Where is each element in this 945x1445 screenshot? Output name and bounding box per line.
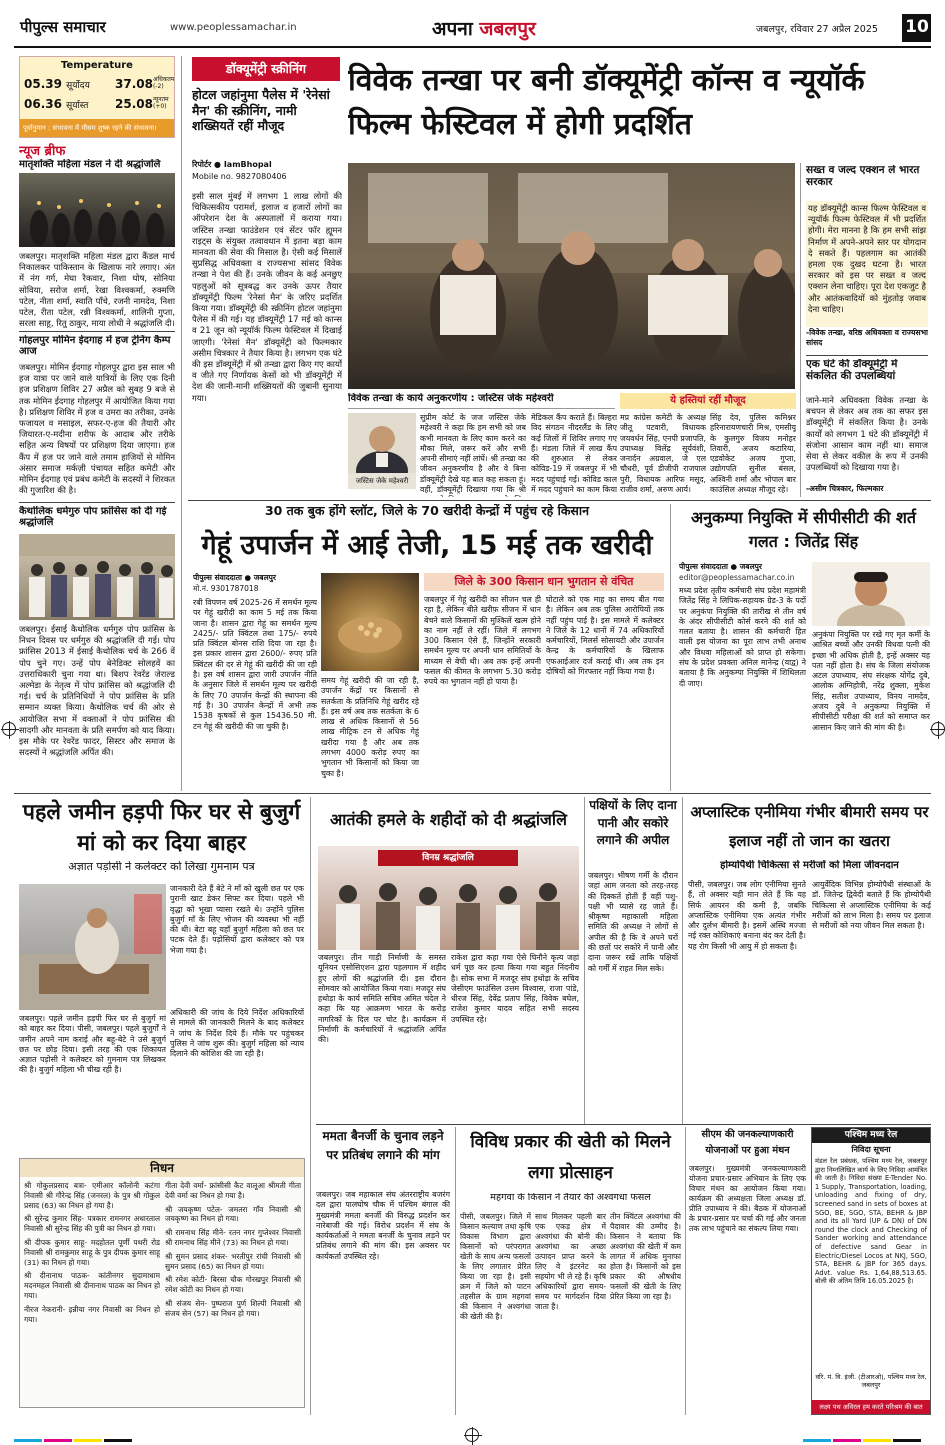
sunrise-label: सूर्योदय (66, 81, 90, 91)
kheti-text-3: तीन क्विंटल अश्वगंधा की पैदावार की उम्मीद है। किसान ने बताया कि अश्वगंधा की खेती में कम लागत में अधिक मुनाफा होता है। किसानों को इस प्रकार की औषधीय फसलों की खेती के लिए प्रेरित किया जा रहा है। (610, 1212, 681, 1301)
sunset-label: सूर्यास्त (66, 101, 89, 111)
col-rule-2 (670, 504, 671, 791)
brief1-text: जबलपुर। मातृशक्ति महिला मंडल द्वारा कैंडल मार्च निकालकर पाकिस्तान के खिलाफ नारे लगाए। अंत में नंग गर्ग, मेघा रैकवार, निशा घोष, सोनिया सोविया, सरोज शर्मा, रेखा विश्वकर्मा, रुक्मणि पटेल, नीता शर्मा, स्वाति पाँचे, रजनी नामदेव, निशा पटेल, रीता पटेल, रन्नी विश्वकर्मा, शालिनी गुप्ता, सरला साहू, रितु ठाकुर, माया लोधी ने श्रद्धांजलि दी। (19, 251, 175, 328)
site-url[interactable]: www.peoplessamachar.in (170, 22, 297, 33)
docu-right-text: यह डॉक्यूमेंट्री कान्स फिल्म फेस्टिवल व न्यूयॉर्क फिल्म फेस्टिवल में भी प्रदर्शित होगी। मेरा मानना है कि हम सभी सांझ निर्माण में अपने-अपने स्तर पर योगदान दे सकते हैं। पहलगाम का आतंकी हमला एक दुखद घटना है। भारत सरकार को इस पर सख्त व जल्द एक्शन लेना चाहिए। पूरा देश एकजुट है और आतंकवादियों को मुंहतोड़ जवाब देना चाहिए। (806, 201, 928, 327)
land-title: पहले जमीन हड़पी फिर घर से बुजुर्ग मां को कर दिया बाहर (22, 800, 301, 856)
land-text-2: जानकारी देते हैं बेटे ने माँ को खुली छत पर एक पुरानी खाट डेकर सिफ्ट कर दिया। पहले भी वृद्धा को भूखा प्यासा रखते थे। उन्होंने पुलिस बुजुर्ग माँ के लिए भोजन की व्यवस्था भी नहीं की थी। बेटा बहू यहाँ बुजुर्ग महिला को छत पर पटक देते हैं। पड़ोसियों द्वारा कलेक्टर को पत्र भेजा गया है। (170, 884, 304, 955)
nidhan-item: नीरज नेकरानी- इन्नीया नगर निवासी का निधन हो गया। (24, 1304, 160, 1324)
kheti-title: विविध प्रकार की खेती को मिलने लगा प्रोत्साहन (470, 1132, 671, 1183)
anukampa-text-2: अनुकंपा नियुक्ति पर रखे गए मृत कर्मी के आश्रित बच्चों और उनकी विधवा पत्नी की इच्छा भी अधिक होती है, इन्हें अक्सर यह पता नहीं होता है। संघ के जिला संयोजक अटल उपाध्याय, संघ संरक्षक योगेंद्र दुबे, आलोक अग्निहोत्री, नरेंद्र शुक्ला, मुकेश सिंह, सतीश उपाध्याय, विनय नामदेव, अजय दुबे ने अनुकम्पा नियुक्ति में सीपीसीटी परीक्षा की शर्त को समाप्त कर आसान किए जाने की मांग की है। (812, 630, 930, 732)
registration-mark (931, 722, 945, 736)
mamata-title: ममता बैनर्जी के चुनाव लड़ने पर प्रतिबंध लगाने की मांग (322, 1129, 444, 1162)
elderly-woman-graphic (19, 884, 166, 1010)
section-title (432, 15, 536, 41)
wheat-sub-title: जिले के 300 किसान धान भुगतान से वंचित (424, 573, 664, 591)
sunset-time: 06.36 (24, 97, 62, 111)
docu-right2-text: जाने-माने अधिवक्ता विवेक तन्खा के बचपन से लेकर अब तक का सफर इस डॉक्यूमेंट्री में संकलित किया है। उनके कार्यों को लगभग 1 घंटे की डॉक्यूमेंट्री में संजोना आसान काम नहीं था। समाज सेवा से लेकर वकील के रूप में उनकी उपलब्धियों को दिखाया गया है। (806, 395, 928, 473)
wheat-sub-col2: घोटाले को एक माह का समय बीत गया है। लेकिन अब तक पुलिस आरोपियों तक नहीं पहुंच पाई है। इस मामले में कलेक्टर ने जिले के 12 धानों में 74 अधिकारियों कर्मचारियों, मिलर्स सोसायटी और उपार्जन केन्द्र के कर्मचारियों के खिलाफ एफआईआर दर्ज कराई थी। अब तक इन दोषियों को गिरफ्तार नहीं किया गया है। (546, 595, 664, 677)
shrad-photo (318, 846, 579, 950)
anukampa-text: मध्य प्रदेश तृतीय कर्मचारी संघ प्रदेश महामंत्री जितेंद्र सिंह ने लिपिक-सहायक ग्रेड-3 के पदों पर अनुकंपा नियुक्ति की तारीख से तीन वर्ष के अंदर सीपीसीटी कोर्स करने की शर्त को गलत बताया है। शासन की कर्मचारी हित वाली इस योजना का पूरा लाभ तभी अनाथ और विधवा महिलाओं को प्राप्त हो सकेगा। संघ के प्रदेश प्रवक्ता अनिल मानेन्द्र (याद्व) ने बताया है कि अनुकम्पा नियुक्ति में शिथिलता दी जाए। (679, 586, 806, 688)
anemia-title: अप्लास्टिक एनीमिया गंभीर बीमारी समय पर इलाज नहीं तो जान का खतरा (690, 803, 929, 850)
brief3-text: जबलपुर। ईसाई कैथोलिक धर्मगुरु पोप फ्रांसिस के निधन दिवस पर धर्मगुरु की श्रद्धांजलि दी गई। पोप फ्रांसिस 2013 में ईसाई कैथोलिक चर्च के 266 वें पोप चुने गए। उन्हें पोप बेनेडिक्ट सोलहवें का उत्तराधिकारी चुना गया था। बिशप रेवरेंड जेराल्ड अल्मेडा के नेतृत्व में पोप फ्रांसिस को श्रद्धांजलि दी गई। चर्च के प्रतिनिधियों ने पोप फ्रांसिस के प्रति सम्मान व्यक्त किया। कैथोलिक चर्च की ओर से आयोजित सभा में वक्ताओं ने पोप फ्रांसिस की सादगी और मानवता के प्रति समर्पण को याद किया। इस मौके पर रेवरेंड फादर, सिस्टर और समाज के सदस्यों ने श्रद्धांजलि अर्पित की। (19, 624, 175, 758)
wheat-col1: रबी विपणन वर्ष 2025-26 में समर्थन मूल्य पर गेहूं खरीदी का काम 5 मई तक किया जाना है। शासन द्वारा गेहूं का समर्थन मूल्य 2425/- प्रति क्विंटल तथा 175/- रुपये प्रति क्विंटल बोनस राशि दिया जा रहा है। इस प्रकार शासन द्वारा 2600/- रुपए प्रति क्विंटल की दर से गेहूं की खरीदी की जा रही है। इस वर्ष शासन द्वारा जारी उपार्जन नीति के अनुसार जिले में समर्थन मूल्य पर खरीदी के लिए 70 उपार्जन केन्द्रों की स्थापना की गई है। 30 उपार्जन केन्द्रों में अभी तक 1538 कृषकों से कुल 15436.50 मी. टन गेहूं की खरीदी की जा चुकी है। (193, 598, 317, 731)
anemia-text-2: आयुर्वेदिक विभिन्न होम्योपैथी संस्थाओं के डॉ. जितेन्द्र द्विवेदी बताते हैं कि होम्योपैथी चिकित्सा से अप्लास्टिक एनीमिया के कई मरीजों को लाभ मिला है। समय पर इलाज से मरीजों को नया जीवन मिल सकता है। (812, 880, 931, 931)
weather-title: Temperature (61, 60, 133, 71)
col-rule-5 (682, 797, 683, 1125)
nidhan-item: श्री सुमन प्रसाद शंकर- भरतीपुर रांची निवासी श्री सुमन प्रसाद (65) का निधन हो गया। (165, 1251, 301, 1271)
docu-sub1-title: विवेक तन्खा के कार्य अनुकरणीय : जस्टिस जेके महेश्वरी (348, 393, 615, 409)
wheat-photo (321, 573, 419, 671)
cmyk-strip (14, 1437, 931, 1442)
nidhan-item: श्री रमेश कोटी- बिरसा चौक गोरखपुर निवासी श्री रमेश कोटी का निधन हो गया। (165, 1275, 301, 1295)
guests-label: ये हस्तियां रहीं मौजूद (620, 393, 796, 409)
news-brief-label: न्यूज ब्रीफ (19, 144, 66, 159)
land-text-3: अधिकारी की जांच के दिये निर्देश अधिकारियों से मामले की जानकारी मिलने के बाद कलेक्टर ने जांच के निर्देश दिये हैं। मौके पर पहुंचकर पुलिस ने जांच शुरू की। बुजुर्ग महिला को न्याय दिलाने की कोशिश की जा रही है। (170, 1008, 304, 1059)
nidhan-item: श्री गोकुलप्रसाद बत्रा- एमीआर कॉलोनी कटंगा निवासी श्री गौरेन्द्र सिंह (जनरल) के पुत्र श्री गोकुल प्रसाद (63) का निधन हो गया है। (24, 1181, 160, 1210)
rail-tender (811, 1127, 931, 1415)
stage-photo-graphic (348, 163, 795, 389)
masthead (14, 14, 931, 46)
kheti-text-1: पीसी, जबलपुर। जिले में किसान कल्याण तथा कृषि विकास विभाग द्वारा किसानों को परंपरागत खेती के साथ अन्य फसलों के लिए लगातार प्रेरित किया जा रहा है। इसी क्रम में जिले को पाटन तहसील के ग्राम महगवां की किसान ने अश्वगंधा की खेती की है। (460, 1212, 531, 1321)
min-label: न्यूनतम (+0) (153, 96, 169, 110)
shrad-text-2: राकेश द्वारा कहा गया ऐसे घिनौने कृत्य जहां धर्म पूछ कर हत्या किया गया बहुत निंदनीय है। सोक सभा में मजदूर संघ हथोड़ा के सचिव जेसीएम फाउंसिल उत्तम विश्वास, राजा पांडे, धीरज सिंह, देवेंद्र प्रताप सिंह, विवेक बघेल, राजेश कुमार यादव सहित सभी सदस्य उपस्थित रहे। (451, 953, 579, 1024)
nidhan-label: निधन (20, 1159, 304, 1177)
h-rule-1 (188, 500, 931, 501)
docu-right-divider (806, 355, 928, 356)
docu-label: डॉक्यूमेंट्री स्क्रीनिंग (192, 57, 340, 81)
candle-march-graphic (19, 173, 175, 247)
brief1-title: मातृशक्ति महिला मंडल ने दी श्रद्धांजलि (19, 159, 161, 170)
docu-subhead: होटल जहांनुमा पैलेस में 'रेनेसां मैन' की स्क्रीनिंग, नामी शख्सियतें रहीं मौजूद (192, 87, 330, 133)
wheat-byline-name: पीपुल्स संवाददाता (193, 573, 242, 582)
anukampa-portrait (812, 562, 930, 626)
docu-right2-sign: -असीम चित्रकार, फिल्मकार (806, 484, 884, 493)
anemia-text: पीसी, जबलपुर। जब लोग एनीमिया सुनते हैं, तो अक्सर यही मान लेते हैं कि यह सिर्फ आयरन की कमी है, जबकि अप्लास्टिक एनीमिया एक अत्यंत गंभीर और दुर्लभ बीमारी है। इसमें अस्थि मज्जा नई रक्त कोशिकाएं बनाना बंद कर देती है। यह रोग किसी भी आयु में हो सकता है। (688, 880, 806, 951)
max-temp: 37.08 (115, 77, 153, 91)
anukampa-email[interactable]: editor@peoplessamachar.co.in (679, 573, 795, 582)
justice-caption: जस्टिस जेके महेश्वरी (355, 477, 409, 485)
brief3-title: कैथोलिक धर्मगुरु पोप फ्रांसिस को दी गई श्रद्धांजलि (19, 506, 167, 529)
registration-mark (2, 722, 16, 736)
docu-byline: रिपोर्टर ● IamBhopal (192, 160, 272, 169)
wheat-byline: पीपुल्स संवाददाता ● जबलपुर (193, 573, 276, 582)
issue-date: जबलपुर, रविवार 27 अप्रैल 2025 (756, 24, 878, 35)
docu-right2-title: एक घंटे की डॉक्यूमेंट्री में संकलित की उपलब्धियां (806, 359, 898, 382)
portrait-graphic (348, 413, 416, 473)
section-title-a: अपना (432, 18, 473, 40)
anemia-sub: होम्योपैथी चिकित्सा से मरीजों को मिला जीवनदान (720, 860, 899, 871)
page-number: 10 (902, 14, 931, 42)
nidhan-item: गीता देवी वर्मा- फ्रांसीसी कैट वालूआ श्रीमती गीता देवी वर्मा का निधन हो गया है। (165, 1181, 301, 1200)
docu-right-sign: -विवेक तन्खा, वरिष्ठ अधिवक्ता व राज्यसभा सांसद (806, 328, 928, 347)
min-temp: 25.08 (115, 97, 153, 111)
wheat-byline-city: जबलपुर (253, 573, 276, 582)
docu-mobile: Mobile no. 9827080406 (192, 172, 287, 181)
docu-right-title: सख्त व जल्द एक्शन ले भारत सरकार (806, 165, 920, 188)
sunrise-time: 05.39 (24, 77, 62, 91)
seem-title: सीएम की जनकल्याणकारी योजनाओं पर हुआ मंथन (701, 1129, 794, 1156)
shrad-title: आतंकी हमले के शहीदों को दी श्रद्धांजलि (330, 810, 567, 829)
rail-title: पश्चिम मध्य रेल (812, 1128, 930, 1143)
anukampa-title: अनुकम्पा नियुक्ति में सीपीसीटी की शर्त गलत : जितेंद्र सिंह (690, 508, 917, 551)
justice-portrait (348, 413, 416, 489)
guests-text-2: सिंह देव, पुलिस कमिश्नर हरिनारायणचारी मिश्र, एमसीयू के कुलगुरु विजय मनोहर तिवारी, अजय कटारिया, एडवोकेट अजय गुप्ता, उद्योगपति सुनील बंसल, अश्विनी शर्मा और भोपाल बार काउंसिल अध्यक्ष मौजूद रहे। (710, 413, 796, 495)
brief-divider-2 (19, 502, 175, 503)
docu-reporter-name: IamBhopal (223, 160, 272, 169)
guests-text: मप्र कांग्रेस कमेटी के अध्यक्ष जीतू पटवारी, विधायक जयवर्धन सिंह, एनपी प्रजापति, उपाध्यक्ष विलेंद्र सूर्यवंशी, जनार्दन अग्रवाल, जे एल चौधरी, पूर्व डीजीपी राजपाल पुरी, विधायक आरिफ मसूद, राजीव शर्मा, अरुण आर्य। (620, 413, 706, 495)
col-rule-4 (584, 797, 585, 1125)
brand-logo: पीपुल्स समाचार (20, 18, 106, 36)
rail-text: मंडल रेल प्रबंधक, पश्चिम मध्य रेल, जबलपुर द्वारा निम्नलिखित कार्य के लिए निविदा आमंत्रित की जाती है। निविदा संख्या E-Tender No. 1 Supply, Transportation, loading, unloading and fixing of dry, screened sand in sets of boxes at SGO, BE, SGO, STA, BEHR & JBP and its all Yard (UP & DN) of DN round the clock and Checking of Sander working and attendance of defective sand Gear in Electric/Diesel Locos at NKJ, SGO, STA, BEHR & JBP for 365 days. Advt. value Rs. 1,64,88,513.65. बोली की अंतिम तिथि 16.05.2025 है। (815, 1157, 927, 1286)
kheti-sub: महगवां के किसान ने तैयार की अश्वगंधा फसल (490, 1193, 651, 1203)
col-rule-7 (685, 1127, 686, 1415)
wheat-col2: समय गेहूं खरीदी की जा रही है, उपार्जन केंद्रों पर किसानों से सतर्कता के प्रतिनिधि गेहूं खरीद रहे हैं। इस वर्ष अब तक सतर्कता के 6 लाख से अधिक किसानों से 56 लाख मीट्रिक टन से अधिक गेहूं खरीदा गया है और अब तक लगभग 4000 करोड़ रुपए का भुगतान भी किसानों को किया जा चुका है। (321, 676, 419, 778)
docu-col1: इसी साल मुंबई में लगभग 1 लाख लोगों की चिकित्सकीय परामर्श, इलाज व हजारों लोगों का ऑपरेशन देश के अस्पतालों में कराया गया। जस्टिस तन्खा फाउंडेशन एवं सेंटर फॉर ह्यूमन राइट्स के संयुक्त तत्वावधान में इतना बड़ा काम मानवता की सेवा की मिसाल है। ऐसी कई मिसालें सुप्रसिद्ध अधिवक्ता व राज्यसभा सांसद विवेक तन्खा ने पेश की हैं। उनके जीवन के कई अनछुए पहलुओं को सूत्रबद्ध कर उनके ऊपर तैयार डॉक्यूमेंट्री फिल्म 'रेनेसां मैन' के जरिए प्रदर्शित किया गया। डॉक्यूमेंट्री की स्क्रीनिंग होटल जहांनुमा पैलेस में की गई। यह डॉक्यूमेंट्री 17 मई को कान्स व 21 जून को न्यूयॉर्क फिल्म फेस्टिवल में दिखाई जाएगी। 'रेनेसां मैन' डॉक्यूमेंट्री को फिल्मकार असीम चित्रकार ने तैयार किया है। लगभग एक घंटे की इस डॉक्यूमेंट्री में श्री तन्खा द्वारा किए गए कार्यों व जीते गए निर्णायक केसों को भी डॉक्यूमेंट्री में देश की जानी-मानी शख्सियतों की जुबानी सुनाया गया। (192, 191, 342, 403)
land-sub: अज्ञात पड़ोसी ने कलेक्टर को लिखा गुमनाम पत्र (68, 861, 255, 873)
h-rule-2 (14, 793, 931, 794)
brief3-photo (19, 534, 175, 620)
anukampa-byline: पीपुल्स संवाददाता ● जबलपुर (679, 562, 762, 571)
anukampa-portrait-graphic (812, 562, 930, 626)
docu-main-title: विवेक तन्खा पर बनी डॉक्यूमेंट्री कॉन्स व न्यूयॉर्क फिल्म फेस्टिवल में होगी प्रदर्शित (348, 63, 865, 142)
nidhan-item: श्री सुरेन्द्र कुमार सिंह- पत्रकार रामनगर अधारताल निवासी श्री सुरेन्द्र सिंह की पुत्री का निधन हो गया। (24, 1214, 160, 1234)
land-photo (19, 884, 166, 1010)
kheti-text-2: साथ मिलकर पहली बार एक एकड़ क्षेत्र में अश्वगंधा की बोनी की। अश्वगंधा का अच्छा उत्पादन प्राप्त करने के लिए वे इंटरनेट का सहयोग भी ले रहे हैं। कृषि अधिकारियों द्वारा समय-समय पर मार्गदर्शन दिया जाता है। (535, 1212, 606, 1311)
brief2-title: गोहलपुर मोमिन ईदगाह में हज ट्रेनिंग कैम्प आज (19, 335, 171, 358)
col-rule-6 (455, 1127, 456, 1415)
max-label: अधिकतम (-2) (153, 76, 175, 90)
docu-photo (348, 163, 795, 389)
rail-contact: वरि. मं. वि. इंजी. (टीआरओ), पश्चिम मध्य रेल, जबलपुर (815, 1373, 927, 1389)
seem-text: जबलपुर। मुख्यमंत्री जनकल्याणकारी योजना प्रचार-प्रसार अभियान के लिए एक विचार मंथन का आयोजन किया गया। कार्यक्रम की अध्यक्षता जिला अध्यक्ष डॉ. प्रीति उपाध्याय ने की। बैठक में योजनाओं के प्रचार-प्रसार पर चर्चा की गई और जनता तक लाभ पहुंचाने का संकल्प लिया गया। (689, 1164, 806, 1233)
anukampa-city: जबलपुर (739, 562, 762, 571)
section-title-b: जबलपुर (479, 18, 536, 40)
birds-text: जबलपुर। भीषण गर्मी के दौरान जहां आम जनता को तरह-तरह की दिक्कतें होती हैं वहीं पशु-पक्षी भी प्यासे रह जाते हैं। श्रीकृष्ण महाकाली महिला समिति की अध्यक्ष ने लोगों से अपील की है कि वे अपने घरों की छतों पर सकोरे में पानी और दाना जरूर रखें ताकि पक्षियों को गर्मी में राहत मिल सके। (588, 871, 678, 973)
nidhan-item: श्री दीपक कुमार साहू- मदहोतल पूर्णी पथरी रोड निवासी श्री रामकुमार साहू के पुत्र दीपक कुमार साहू (31) का निधन हो गया। (24, 1237, 160, 1267)
nidhan-item: श्री दीनानाथ पाठक- कांतीनगर सुदामाधाम मदनमहल निवासी श्री दीनानाथ पाठक का निधन हो गया। (24, 1271, 160, 1300)
wheat-title: गेहूं उपार्जन में आई तेजी, 15 मई तक खरीदी (201, 530, 653, 561)
nidhan-item: श्री रामनाथ सिंह मीने- रतन नगर गुप्तेश्वर निवासी श्री रामनाथ सिंह मीने (73) का निधन हो गया। (165, 1228, 301, 1247)
shrad-banner: विनम्र श्रद्धांजलि (378, 850, 518, 866)
weather-box (19, 56, 175, 138)
header-rule (14, 46, 931, 48)
wheat-mobile: मो.नं. 9301787018 (193, 584, 259, 593)
wheat-sub-col1: जबलपुर में गेहूं खरीदी का सीजन चल ही रहा है, लेकिन बीते खरीफ़ सीजन में धान बेचने वाले किसानों की मुश्किलें खत्म होने का नाम नहीं ले रहीं। जिले में लगभग 300 किसान ऐसे हैं, जिन्होंने सरकारी समर्थन मूल्य पर अपनी धान समितियों के माध्यम से बेची थी। अब तक इन्हें अपनी फसल की कीमत के लगभग 5.30 करोड़ रुपये का भुगतान नहीं हो पाया है। (424, 595, 541, 687)
brief1-photo (19, 173, 175, 247)
docu-sub2-text: मेडिकल कैंप कराते हैं। बिल्हरा विद संगठन नीदरलैंड के लिए कई जिलों में शिविर लगाए गए हैं। मंडला जिले में लाख कैंप की शुरुआत से लेकर कोविड-19 में जबलपुर में भी मदद पहुंचाई गई। कोविड काल में मदद पहुंचाने का काम किया (531, 413, 617, 495)
nidhan-item: श्री जयकृष्ण पटेल- जमतरा गाँव निवासी श्री जयकृष्ण का निधन हो गया। (165, 1204, 301, 1224)
nidhan-box (19, 1158, 305, 1408)
group-photo-graphic (19, 534, 175, 620)
tribute-photo-graphic (318, 846, 579, 950)
col-rule-1 (181, 56, 182, 791)
anukampa-byline-name: पीपुल्स संवाददाता (679, 562, 728, 571)
forecast: पूर्वानुमान : संभावना में मौसम शुष्क रहने की संभावना। (20, 119, 174, 137)
brief-divider-1 (19, 331, 175, 332)
birds-title: पक्षियों के लिए दाना पानी और सकोरे लगाने की अपील (589, 798, 677, 847)
docu-sub1-text: सुप्रीम कोर्ट के जज जस्टिस जेके महेश्वरी ने कहा कि हम सभी को जब कभी मानवता के लिए काम करने का मौका मिले, जरूर करें और सभी अपनी सीमाएं नहीं लांघें। श्री तन्खा का जीवन अनुकरणीय है और वे बिना डॉक्यूमेंट्री देखे यह बात कह सकता हूं। वहीं, डॉक्यूमेंट्री दिखाया गया कि श्री (420, 413, 526, 495)
col-rule-3 (310, 797, 311, 1415)
rail-footer: लक्ष्य पथ अविरल हम करते परिश्रम की बात (812, 1400, 930, 1414)
docu-reporter: रिपोर्टर (192, 160, 212, 169)
color-bar (14, 1432, 931, 1442)
grain-hands-graphic (321, 573, 419, 671)
brief2-text: जबलपुर। मोमिन ईदगाह गोहलपुर द्वारा इस साल भी हज यात्रा पर जाने वाले यात्रियों के लिए एक दिनी हज प्रशिक्षण शिविर 27 अप्रैल को सुबह 9 बजे से तक मोमिन ईदगाह गोहलपुर में आयोजित किया गया है। प्रशिक्षण शिविर में हज व उमरा का तरीका, उनके फजायल व मसाइल, सफर-ए-हज की तैयारी और जियारत-ए-मदीना शरीफ के आदाब और तरीके सहित अन्य विषयों पर प्रशिक्षण दिया जाएगा। हज कैंप में हज पर जाने वाले तमाम हाजियों से मोमिन अंसार समाज मर्कज़ी पंचायत सहित कमेटी और मोमिन ईदगाह एवं प्रबंध कमेटी के सदस्यों ने शिरकत की गुजारिश की है। (19, 362, 175, 496)
shrad-text-1: जबलपुर। तीन गाड़ी निर्माणी के समस्त यूनियन एसोसिएशन द्वारा पहलगाम में शहीद हुए लोगों की श्रद्धांजलि दी। इस दौरान सोमवार को आयोजित किया गया। मजदूर संघ हथोड़ा के कार्य समिति सचिव अमित चंदेल ने कहा कि यह आक्रमण भारत के करोड़ नागरिकों के दिल पर चोट है। कार्यक्रम में निर्माणी के कर्मचारियों ने श्रद्धांजलि अर्पित की। (318, 953, 446, 1045)
land-text-1: जबलपुर। पहले जमीन हड़पी फिर घर से बुजुर्ग मां को बाहर कर दिया। पीसी, जबलपुर। पहले बुजुर्गों ने जमीन अपने नाम कराई और बहू-बेटे ने उसे बुजुर्ग छत पर छोड़ दिया। इसी तरह की एक शिकायत अज्ञात पड़ोसी ने कलेक्टर को गुमनाम पत्र लिखकर की है। बुजुर्ग महिला भी चीख रही है। (19, 1014, 166, 1075)
rail-sub: निविदा सूचना (851, 1145, 891, 1154)
mamata-text: जबलपुर। जब महाकाल संघ अंतरराष्ट्रीय बजरंग दल द्वारा पालघोष चौक में पश्चिम बंगाल की मुख्यमंत्री ममता बनर्जी की विरुद्ध प्रदर्शन कर नारेबाजी की गई। विरोध प्रदर्शन में संघ के कार्यकर्ताओं ने ममता बनर्जी के चुनाव लड़ने पर प्रतिबंध लगाने की मांग की। इस अवसर पर कार्यकर्ता उपस्थित रहे। (316, 1190, 450, 1261)
col-rule-docu (800, 163, 801, 497)
wheat-kicker: 30 तक बुक होंगे स्लॉट, जिले के 70 खरीदी केन्द्रों में पहुंच रहे किसान (264, 504, 590, 518)
h-rule-3 (316, 1124, 931, 1125)
nidhan-item: श्री संजय सेन- पुष्पराज पुर्ण शिल्पी निवासी श्री संजय सेन (57) का निधन हो गया। (165, 1298, 301, 1318)
